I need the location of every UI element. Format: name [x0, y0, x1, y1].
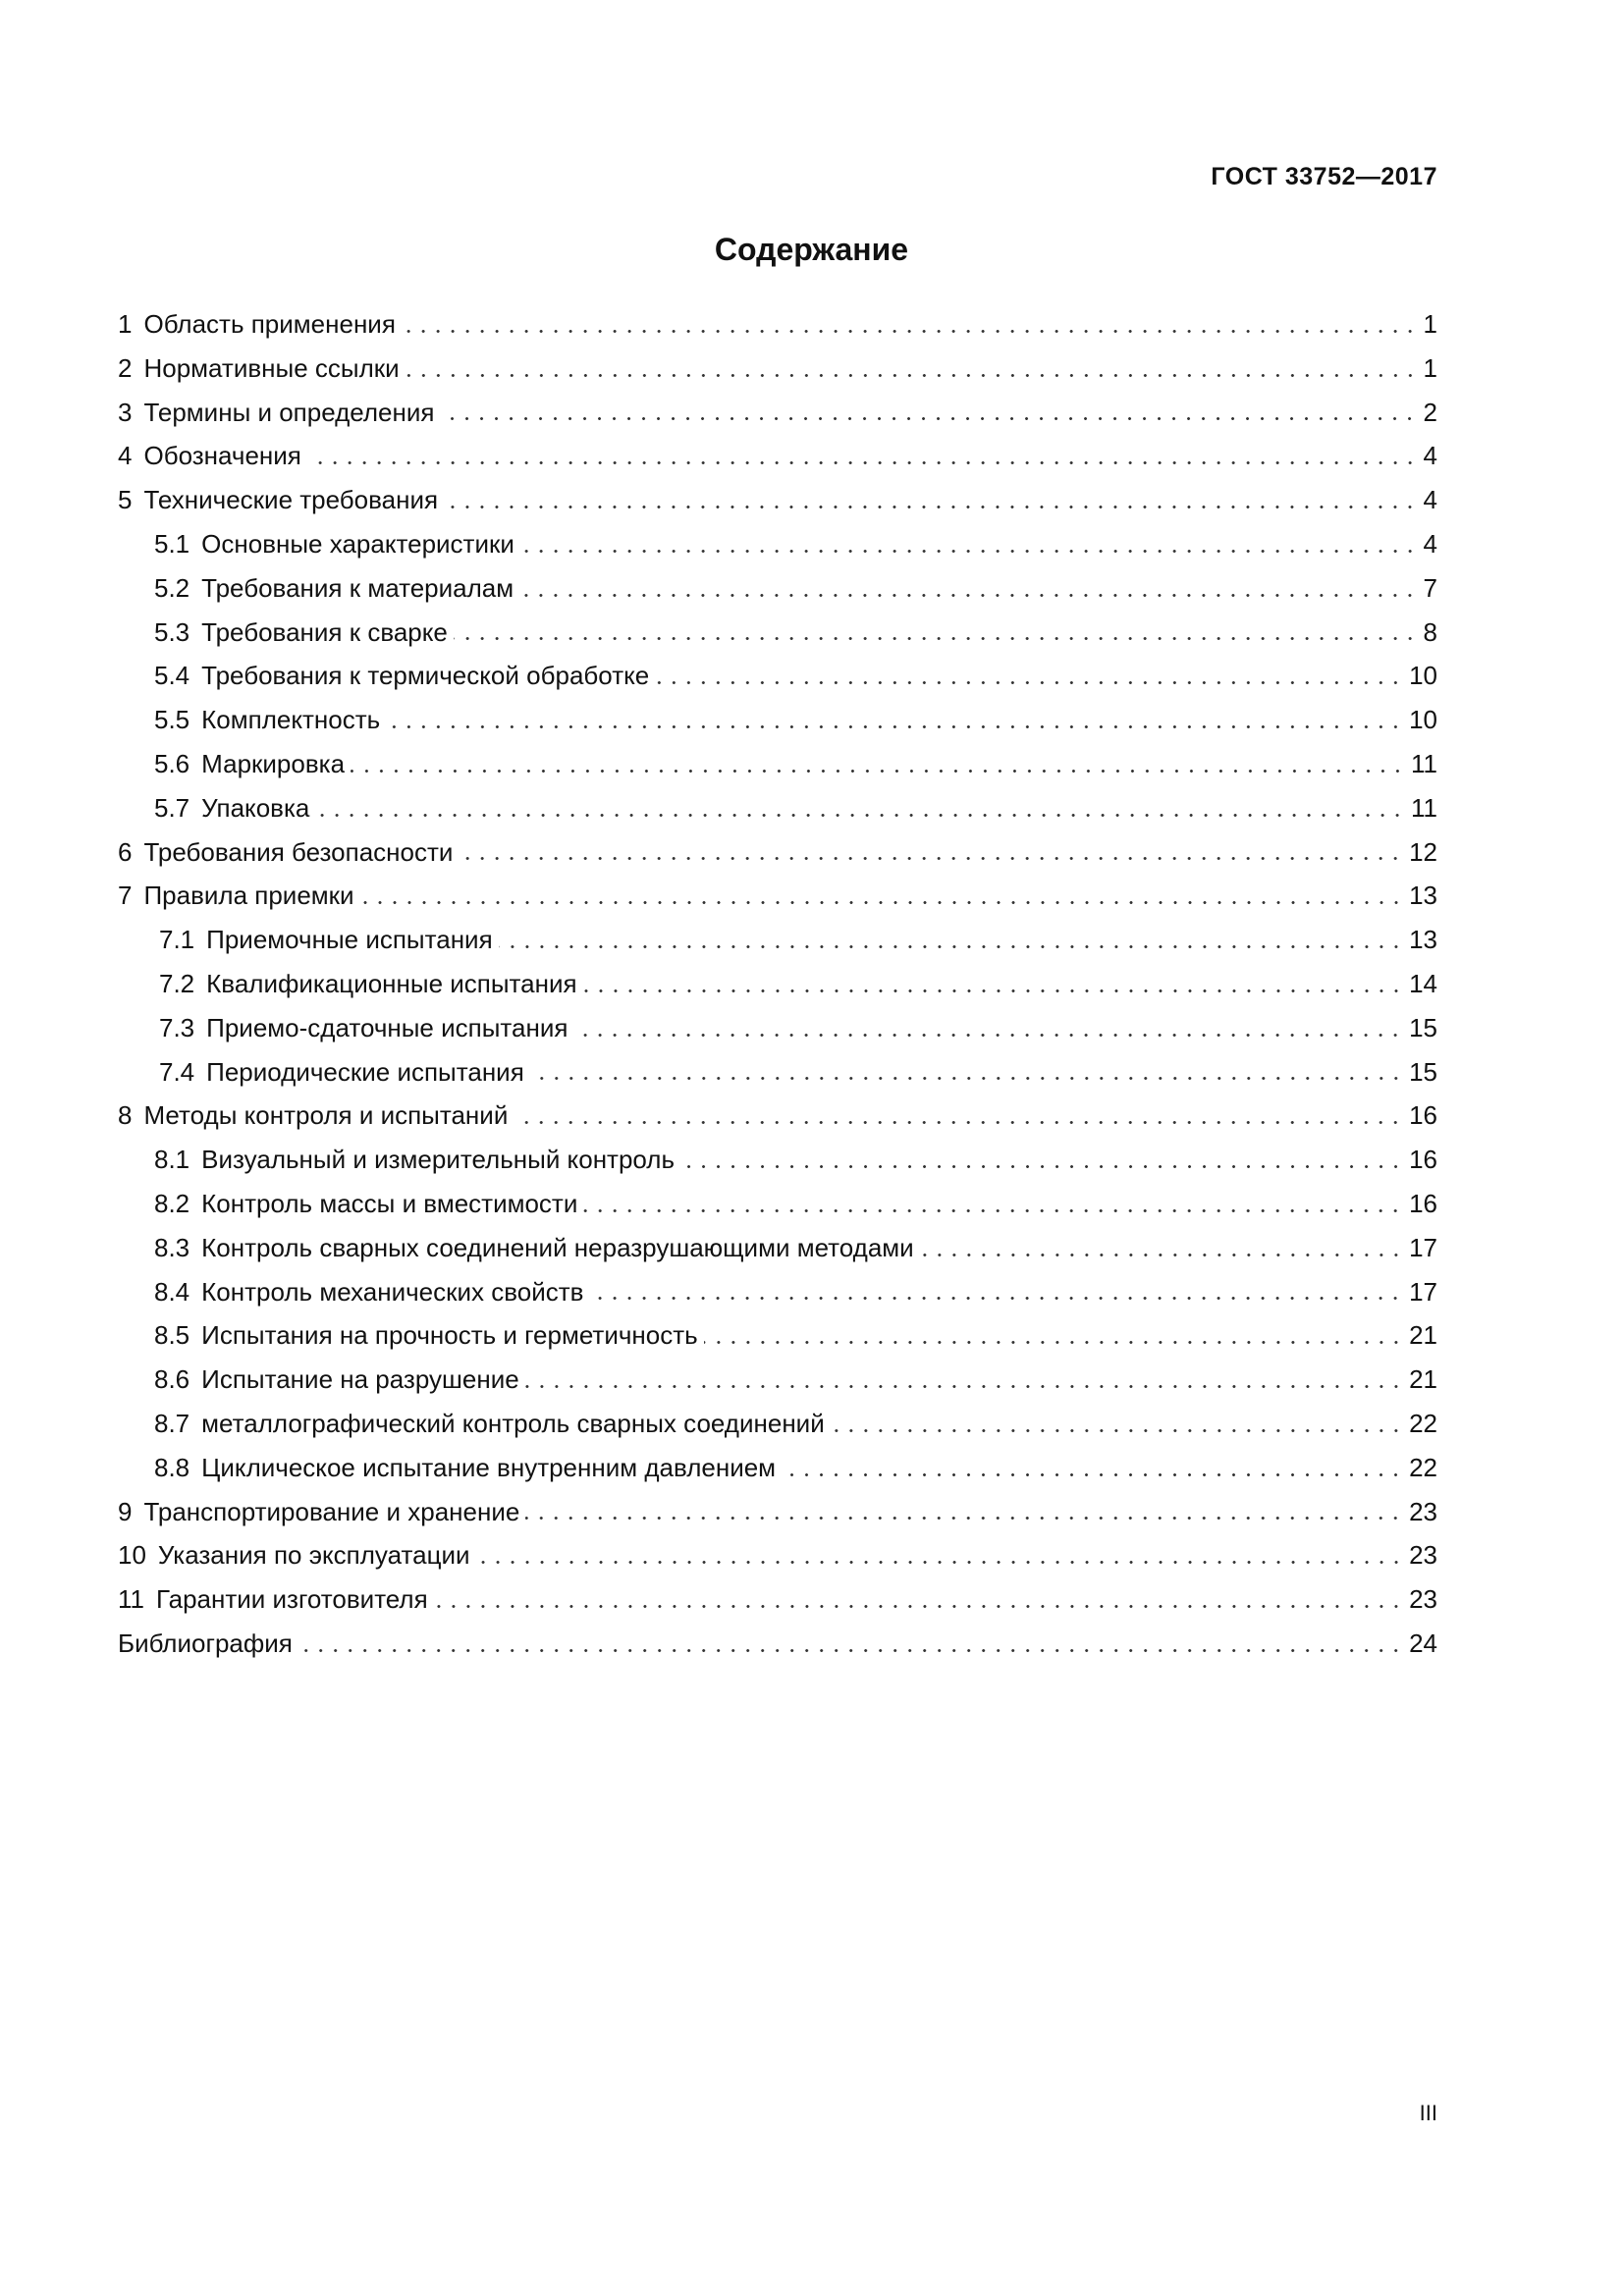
dot-leader: [589, 1297, 1403, 1300]
toc-entry-label: Циклическое испытание внутренним давлением: [201, 1452, 777, 1482]
toc-entry-label: Указания по эксплуатации: [157, 1540, 470, 1571]
page-number: III: [1419, 2101, 1437, 2125]
toc-entry-number: 2: [118, 352, 133, 383]
toc-entry[interactable]: [118, 434, 1437, 478]
toc-entry-label: Гарантии изготовителя: [156, 1584, 428, 1615]
toc-entry-label: Приемо-сдаточные испытания: [206, 1012, 568, 1042]
dot-leader: [583, 989, 1403, 992]
dot-leader: [444, 506, 1417, 508]
toc-entry[interactable]: [118, 1094, 1437, 1138]
toc-entry-number: 5.6: [154, 748, 190, 778]
standard-code: ГОСТ 33752—2017: [1211, 163, 1437, 190]
toc-entry-number: 8.3: [154, 1232, 190, 1262]
toc-entry[interactable]: [118, 1446, 1437, 1490]
dot-leader: [298, 1649, 1403, 1652]
toc-entry-number: 5.4: [154, 661, 190, 691]
toc-entry[interactable]: [118, 611, 1437, 655]
toc-entry-label: Библиография: [118, 1628, 293, 1658]
toc-entry-number: 8.8: [154, 1452, 190, 1482]
dot-leader: [514, 1121, 1403, 1124]
toc-entry-page: 16: [1409, 1188, 1437, 1218]
toc-entry-number: 5.3: [154, 616, 190, 647]
dot-leader: [434, 1605, 1403, 1608]
toc-entry-number: 8.2: [154, 1188, 190, 1218]
toc-entry[interactable]: [118, 786, 1437, 830]
toc-entry-number: 7.4: [159, 1056, 195, 1087]
dot-leader: [406, 374, 1418, 377]
toc-entry[interactable]: [118, 1006, 1437, 1050]
toc-entry-page: 15: [1409, 1056, 1437, 1087]
toc-entry-label: Периодические испытания: [206, 1056, 524, 1087]
toc-entry-label: Маркировка: [201, 748, 346, 778]
toc-entry-page: 10: [1409, 705, 1437, 735]
toc-entry[interactable]: [118, 1270, 1437, 1314]
toc-entry-page: 23: [1409, 1496, 1437, 1526]
toc-entry[interactable]: [118, 478, 1437, 522]
toc-entry-page: 2: [1423, 397, 1437, 427]
toc-entry[interactable]: [118, 1226, 1437, 1270]
toc-entry-page: 17: [1409, 1232, 1437, 1262]
toc-entry-page: 16: [1409, 1145, 1437, 1175]
toc-entry-label: Требования к материалам: [201, 572, 514, 603]
toc-entry[interactable]: [118, 918, 1437, 962]
toc-entry-page: 16: [1409, 1100, 1437, 1131]
toc-entry[interactable]: [118, 1577, 1437, 1622]
dot-leader: [402, 330, 1418, 333]
toc-entry[interactable]: [118, 302, 1437, 347]
toc-entry-number: 6: [118, 836, 133, 867]
toc-entry-label: Основные характеристики: [201, 528, 514, 559]
dot-leader: [782, 1473, 1403, 1476]
toc-entry-label: Контроль сварных соединений неразрушающими методами: [201, 1232, 914, 1262]
dot-leader: [307, 461, 1418, 464]
toc-entry-label: Требования безопасности: [143, 836, 454, 867]
toc-entry-label: Контроль массы и вместимости: [201, 1188, 578, 1218]
toc-entry[interactable]: [118, 347, 1437, 391]
dot-leader: [351, 770, 1405, 773]
dot-leader: [831, 1429, 1403, 1432]
page-title: Содержание: [714, 232, 909, 267]
toc-entry-label: Область применения: [143, 309, 396, 339]
toc-entry[interactable]: [118, 830, 1437, 875]
dot-leader: [476, 1561, 1404, 1564]
toc-entry[interactable]: [118, 654, 1437, 698]
dot-leader: [655, 681, 1403, 684]
toc-entry-page: 1: [1423, 309, 1437, 339]
dot-leader: [386, 725, 1403, 728]
dot-leader: [499, 945, 1403, 948]
toc-entry-label: Испытания на прочность и герметичность: [201, 1320, 698, 1351]
toc-entry-page: 1: [1423, 352, 1437, 383]
dot-leader: [704, 1341, 1403, 1344]
toc-entry-label: Транспортирование и хранение: [143, 1496, 520, 1526]
dot-leader: [440, 417, 1417, 420]
toc-entry-page: 11: [1411, 748, 1437, 778]
toc-entry-number: 3: [118, 397, 133, 427]
dot-leader: [525, 1385, 1403, 1388]
toc-entry-number: 1: [118, 309, 133, 339]
toc-entry-number: 8.4: [154, 1276, 190, 1307]
toc-entry-page: 10: [1409, 661, 1437, 691]
toc-entry-page: 7: [1423, 572, 1437, 603]
toc-entry-number: 7.2: [159, 968, 195, 998]
toc-entry-number: 8.1: [154, 1145, 190, 1175]
toc-entry-page: 4: [1423, 485, 1437, 515]
toc-entry-page: 24: [1409, 1628, 1437, 1658]
toc-entry-number: 5.2: [154, 572, 190, 603]
dot-leader: [530, 1077, 1403, 1080]
toc-entry-label: металлографический контроль сварных соединений: [201, 1408, 825, 1438]
toc-entry[interactable]: [118, 566, 1437, 611]
toc-entry-number: 5: [118, 485, 133, 515]
toc-entry-number: 8.7: [154, 1408, 190, 1438]
toc-entry-page: 12: [1409, 836, 1437, 867]
toc-entry[interactable]: [118, 1490, 1437, 1534]
toc-entry-number: 9: [118, 1496, 133, 1526]
toc-entry-label: Упаковка: [201, 792, 310, 823]
toc-entry-label: Нормативные ссылки: [143, 352, 400, 383]
toc-entry-page: 21: [1409, 1320, 1437, 1351]
dot-leader: [360, 901, 1404, 904]
toc-entry-page: 11: [1411, 792, 1437, 823]
toc-entry[interactable]: [118, 1402, 1437, 1446]
toc-entry[interactable]: [118, 1533, 1437, 1577]
toc-entry-page: 4: [1423, 528, 1437, 559]
toc-entry-page: 14: [1409, 968, 1437, 998]
toc-entry-page: 4: [1423, 441, 1437, 471]
toc-entry[interactable]: [118, 1050, 1437, 1095]
toc-entry-page: 23: [1409, 1584, 1437, 1615]
toc-entry-page: 22: [1409, 1408, 1437, 1438]
toc-entry[interactable]: [118, 962, 1437, 1006]
dot-leader: [520, 550, 1418, 553]
toc-entry-number: 7: [118, 881, 133, 911]
toc-entry-label: Приемочные испытания: [206, 925, 493, 955]
toc-entry-number: 4: [118, 441, 133, 471]
toc-entry[interactable]: [118, 391, 1437, 435]
toc-entry-page: 15: [1409, 1012, 1437, 1042]
dot-leader: [573, 1034, 1403, 1037]
dot-leader: [454, 637, 1418, 640]
toc-entry[interactable]: [118, 1313, 1437, 1358]
dot-leader: [519, 594, 1417, 597]
toc-entry-label: Испытание на разрушение: [201, 1364, 519, 1395]
toc-entry[interactable]: [118, 522, 1437, 566]
toc-entry-number: 8: [118, 1100, 133, 1131]
toc-entry-label: Обозначения: [143, 441, 301, 471]
toc-entry[interactable]: [118, 874, 1437, 918]
toc-entry-page: 23: [1409, 1540, 1437, 1571]
toc-entry-label: Правила приемки: [143, 881, 354, 911]
dot-leader: [525, 1517, 1403, 1520]
toc-entry[interactable]: [118, 1622, 1437, 1666]
toc-entry-label: Комплектность: [201, 705, 381, 735]
toc-entry-number: 7.1: [159, 925, 195, 955]
toc-entry-page: 22: [1409, 1452, 1437, 1482]
toc-entry-number: 5.7: [154, 792, 190, 823]
toc-entry[interactable]: [118, 1358, 1437, 1402]
toc-entry[interactable]: [118, 698, 1437, 742]
toc-entry-number: 8.5: [154, 1320, 190, 1351]
toc-entry-label: Термины и определения: [143, 397, 435, 427]
toc-entry-page: 17: [1409, 1276, 1437, 1307]
dot-leader: [315, 814, 1405, 817]
toc-entry[interactable]: [118, 742, 1437, 786]
toc-entry-label: Визуальный и измерительный контроль: [201, 1145, 676, 1175]
toc-entry-number: 5.5: [154, 705, 190, 735]
toc-entry-page: 13: [1409, 881, 1437, 911]
toc-entry-label: Требования к сварке: [201, 616, 448, 647]
toc-entry-label: Технические требования: [143, 485, 439, 515]
toc-entry-number: 10: [118, 1540, 146, 1571]
toc-entry[interactable]: [118, 1138, 1437, 1182]
dot-leader: [920, 1254, 1403, 1256]
toc-entry-number: 7.3: [159, 1012, 195, 1042]
dot-leader: [459, 857, 1403, 860]
table-of-contents: [118, 302, 1437, 1666]
toc-entry-label: Требования к термической обработке: [201, 661, 650, 691]
toc-entry-label: Методы контроля и испытаний: [143, 1100, 509, 1131]
toc-entry-label: Контроль механических свойств: [201, 1276, 584, 1307]
toc-entry-page: 21: [1409, 1364, 1437, 1395]
toc-entry-page: 13: [1409, 925, 1437, 955]
dot-leader: [680, 1165, 1403, 1168]
toc-entry-number: 11: [118, 1584, 144, 1615]
toc-entry[interactable]: [118, 1182, 1437, 1226]
dot-leader: [583, 1209, 1403, 1212]
toc-entry-number: 8.6: [154, 1364, 190, 1395]
toc-entry-page: 8: [1423, 616, 1437, 647]
toc-entry-number: 5.1: [154, 528, 190, 559]
toc-entry-label: Квалификационные испытания: [206, 968, 577, 998]
